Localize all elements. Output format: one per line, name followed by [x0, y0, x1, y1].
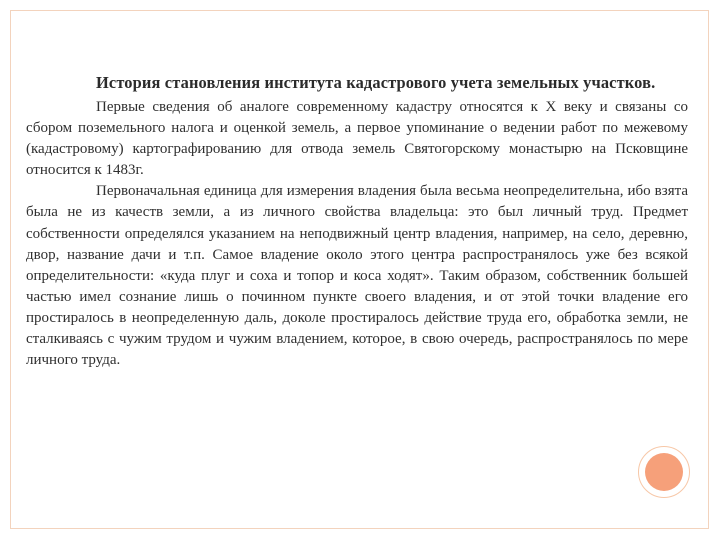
- paragraph-first-records: Первые сведения об аналоге современному кадастру относятся к X веку и связаны со сбором поземельного налога и оценкой земель, а первое упоминание о ведении работ по межевому (кадастровому) картографированию для отвода земель Святогорскому монастырю на Псковщине относится к 1483г.: [26, 99, 688, 179]
- paragraph-unit-of-measure: Первоначальная единица для измерения владения была весьма неопределительна, ибо взята была не из качеств земли, а из личного свойства владельца: это был личный труд. Предмет собственности определялся указанием на неподвижный центр владения, например, на село, деревню, двор, название дачи и т.п. Самое владение около этого центра распространялось уже без всякой определительности: «куда плуг и соха и топор и коса ходят». Таким образом, собственник большей частью имел сознание лишь о починном пункте своего владения, и от этой точки владение его простиралось в неопределенную даль, доколе простиралось действие труда его, обработка земли, не сталкиваясь с чужим трудом и чужим владением, которое, в свою очередь, распространялось по мере личного труда.: [26, 183, 688, 369]
- slide-title: История становления института кадастрового учета земельных участков.: [96, 73, 656, 92]
- slide-content: [26, 72, 688, 371]
- decorative-circle-icon: [638, 446, 690, 498]
